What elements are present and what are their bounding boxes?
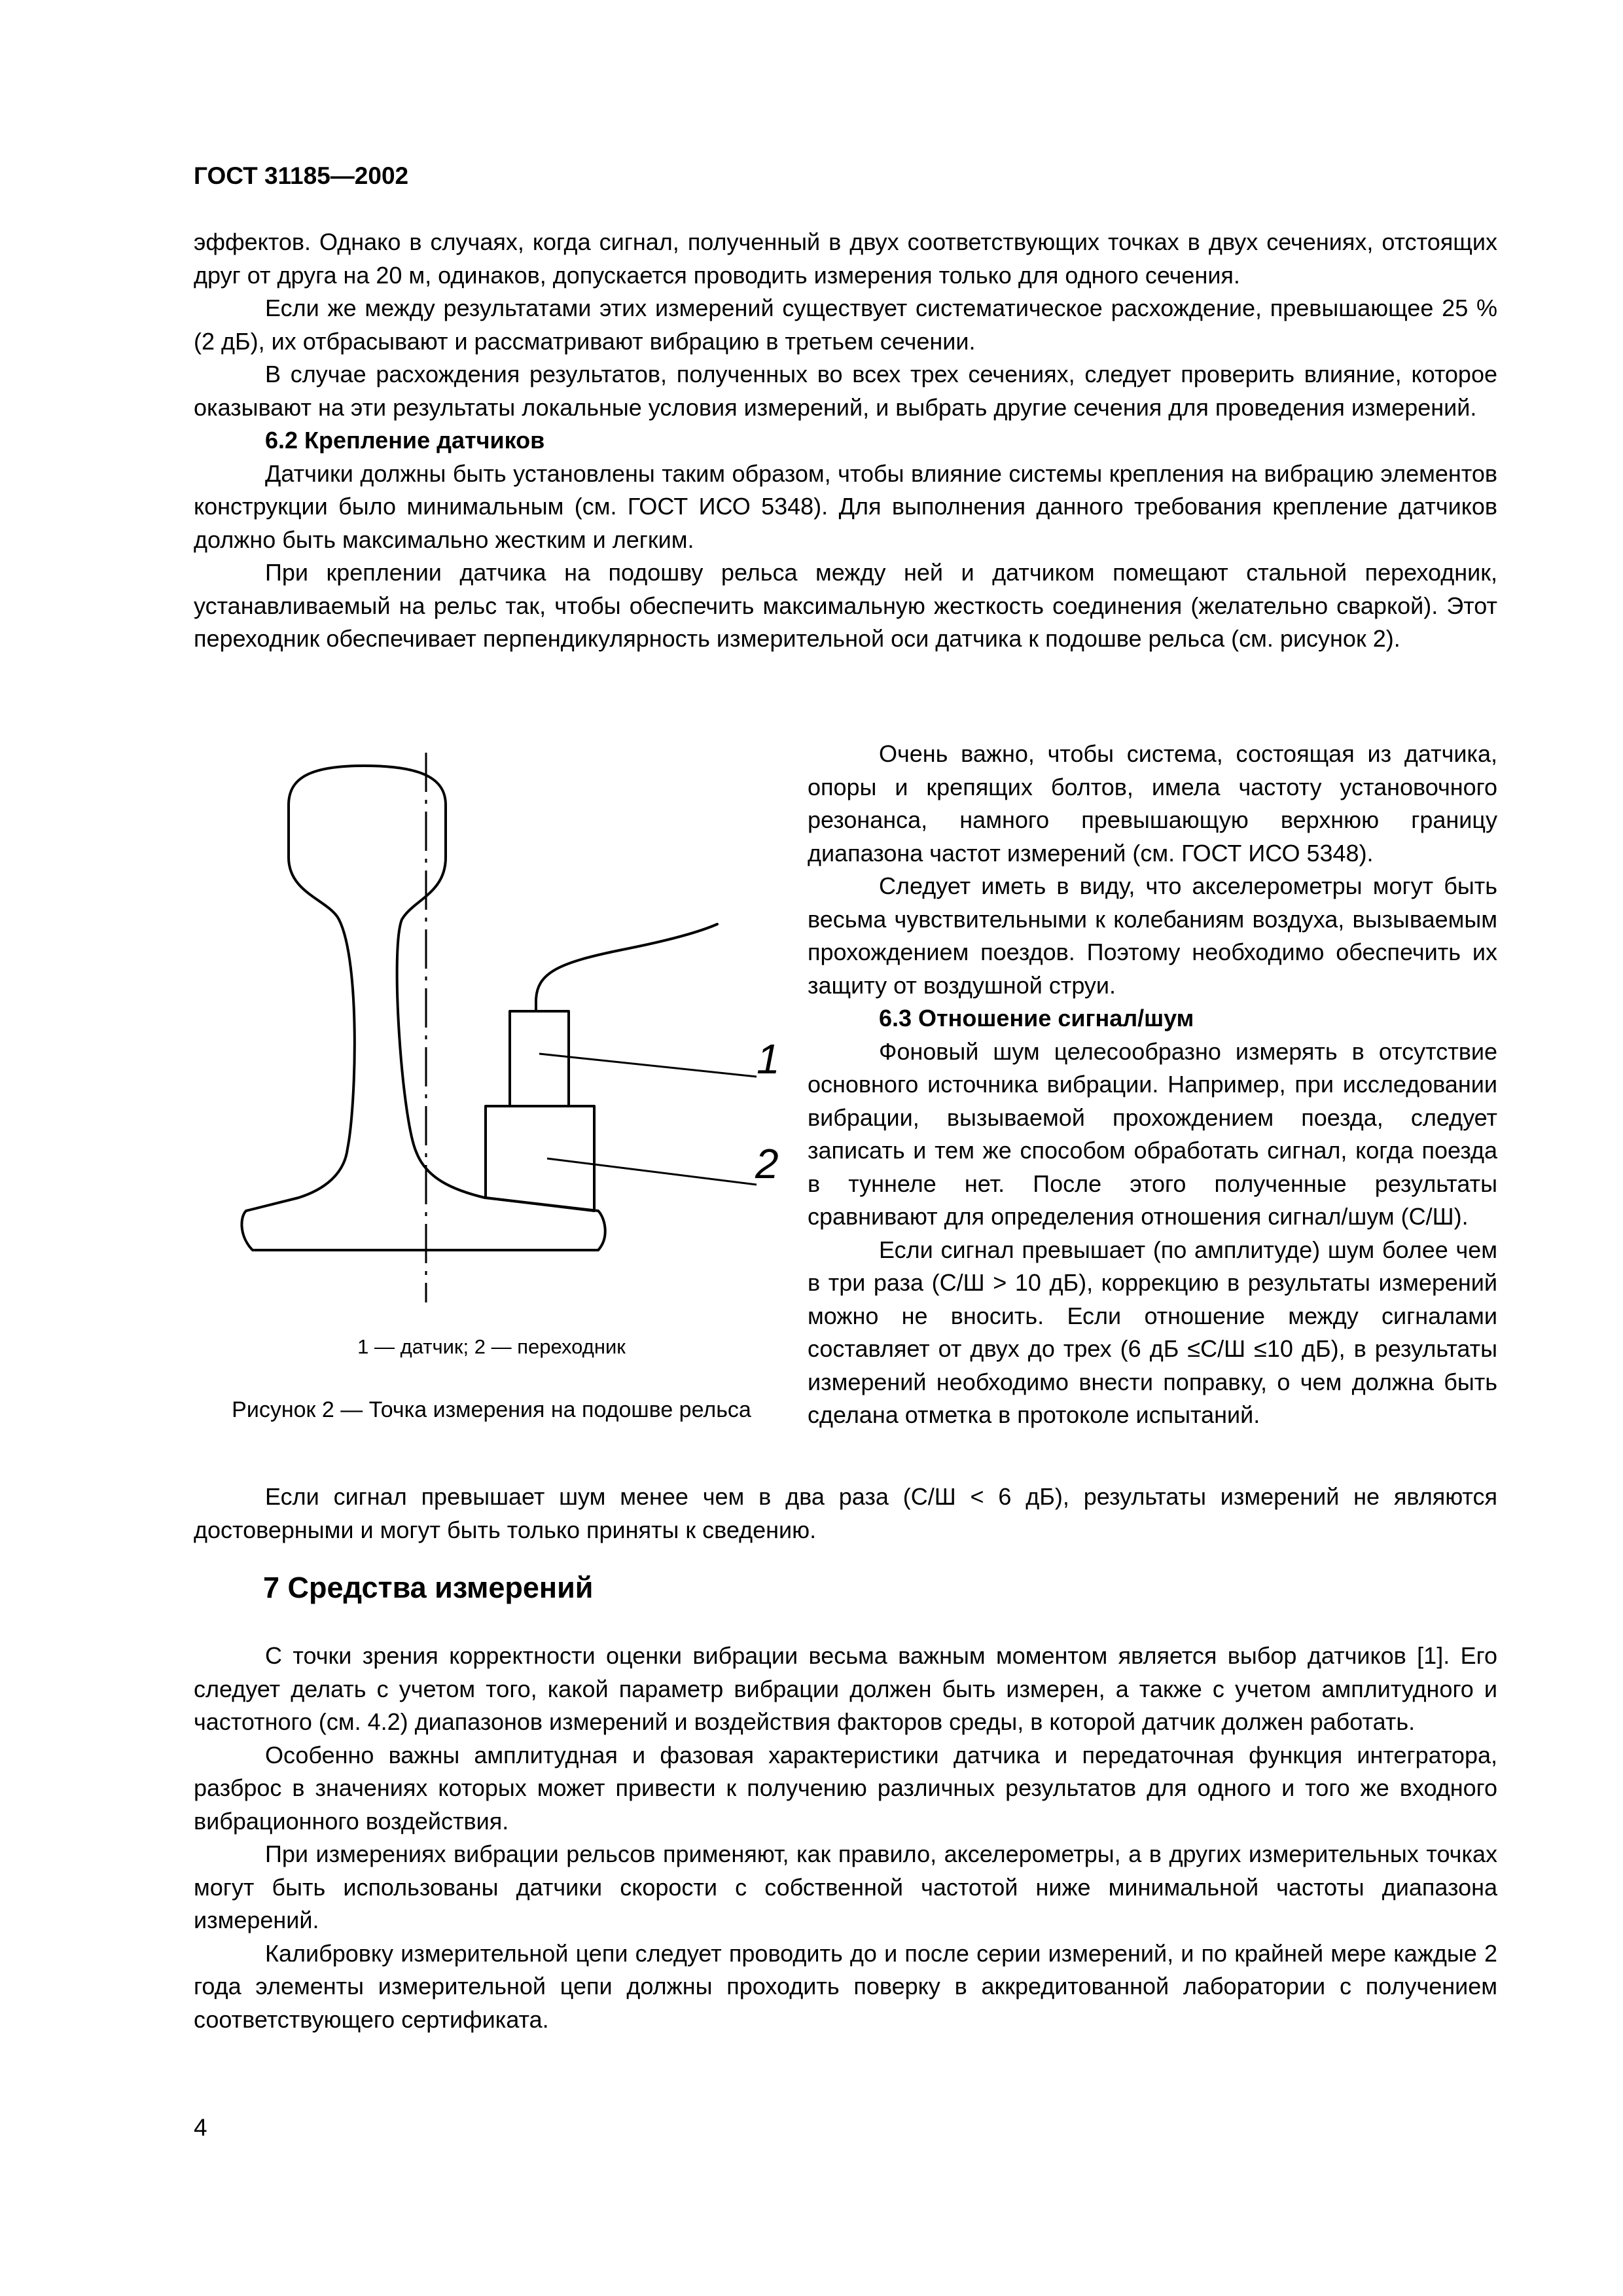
text-block-section-7	[194, 1640, 1497, 2036]
figure-legend: 1 — датчик; 2 — переходник	[357, 1335, 626, 1358]
text-block-snr	[194, 1480, 1497, 1547]
adapter-shape	[486, 1106, 594, 1211]
sensor-body	[510, 1011, 569, 1106]
paragraph: При креплении датчика на подошву рельса между ней и датчиком помещают стальной переходник, устанавливаемый на рельс так, чтобы обеспечить максимальную жесткость соединения (желательно сваркой). Этот переходник обеспечивает перпендикулярность измерительной оси датчика к подошве рельса (см. рисунок 2).	[194, 559, 1497, 652]
section-heading-7: 7 Средства измерений	[263, 1571, 594, 1604]
leader-line-2	[547, 1158, 757, 1185]
document-header: ГОСТ 31185—2002	[194, 162, 409, 189]
paragraph: Особенно важны амплитудная и фазовая характеристики датчика и передаточная функция интегратора, разброс в значениях которых может привести к получению различных результатов для одного и того же входного вибрационного воздействия.	[194, 1741, 1497, 1835]
paragraph: В случае расхождения результатов, полученных во всех трех сечениях, следует проверить влияние, которое оказывают на эти результаты локальные условия измерений, и выбрать другие сечения для проведения измерений.	[194, 361, 1497, 421]
paragraph: Очень важно, чтобы система, состоящая из датчика, опоры и крепящих болтов, имела частоту установочного резонанса, намного превышающую верхнюю границу диапазона частот измерений (см. ГОСТ ИСО 5348).	[808, 740, 1497, 867]
paragraph: Если же между результатами этих измерений существует систематическое расхождение, превышающее 25 % (2 дБ), их отбрасывают и рассматривают вибрацию в третьем сечении.	[194, 295, 1497, 355]
paragraph: Датчики должны быть установлены таким образом, чтобы влияние системы крепления на вибрацию элементов конструкции было минимальным (см. ГОСТ ИСО 5348). Для выполнения данного требования крепление датчиков должно быть максимально жестким и легким.	[194, 459, 1497, 553]
text-column-right	[808, 738, 1497, 1432]
paragraph: С точки зрения корректности оценки вибрации весьма важным моментом является выбор датчиков [1]. Его следует делать с учетом того, какой параметр вибрации должен быть измерен, а также с учетом амплитудного и частотного (см. 4.2) диапазонов измерений и воздействия факторов среды, в которой датчик должен работать.	[194, 1642, 1497, 1735]
text-block-intro	[194, 226, 1497, 656]
section-heading-6-2: 6.2 Крепление датчиков	[265, 427, 545, 454]
paragraph: Если сигнал превышает шум менее чем в два раза (С/Ш < 6 дБ), результаты измерений не являются достоверными и могут быть только приняты к сведению.	[194, 1483, 1497, 1543]
label-2: 2	[755, 1140, 779, 1187]
label-1: 1	[757, 1035, 780, 1083]
paragraph: Следует иметь в виду, что акселерометры могут быть весьма чувствительными к колебаниям воздуха, вызываемым прохождением поездов. Поэтому необходимо обеспечить их защиту от воздушной струи.	[808, 872, 1497, 999]
leader-line-1	[539, 1054, 757, 1077]
paragraph: При измерениях вибрации рельсов применяют, как правило, акселерометры, а в других измерительных точках могут быть использованы датчики скорости с собственной частотой ниже минимальной частоты диапазона измерений.	[194, 1840, 1497, 1933]
paragraph: Калибровку измерительной цепи следует проводить до и после серии измерений, и по крайней мере каждые 2 года элементы измерительной цепи должны проходить поверку в аккредитованной лаборатории с получением соответствующего сертификата.	[194, 1939, 1497, 2033]
rail-outline	[241, 766, 605, 1250]
paragraph: эффектов. Однако в случаях, когда сигнал, полученный в двух соответствующих точках в двух сечениях, отстоящих друг от друга на 20 м, одинаков, допускается проводить измерения только для одного сечения.	[194, 228, 1497, 289]
figure-caption: Рисунок 2 — Точка измерения на подошве рельса	[232, 1397, 751, 1422]
page-number: 4	[194, 2114, 207, 2141]
sensor-cable	[536, 924, 717, 1011]
paragraph: Если сигнал превышает (по амплитуде) шум более чем в три раза (С/Ш > 10 дБ), коррекцию в результаты измерений можно не вносить. Если отношение между сигналами составляет от двух до трех (6 дБ ≤С/Ш ≤10 дБ), в результаты измерений необходимо внести поправку, о чем должна быть сделана отметка в протоколе испытаний.	[808, 1236, 1497, 1428]
paragraph: Фоновый шум целесообразно измерять в отсутствие основного источника вибрации. Например, при исследовании вибрации, вызываемой прохождением поезда, следует записать и тем же способом обработать сигнал, когда поезда в туннеле нет. После этого полученные результаты сравнивают для определения отношения сигнал/шум (С/Ш).	[808, 1037, 1497, 1230]
section-heading-6-3: 6.3 Отношение сигнал/шум	[879, 1005, 1194, 1031]
